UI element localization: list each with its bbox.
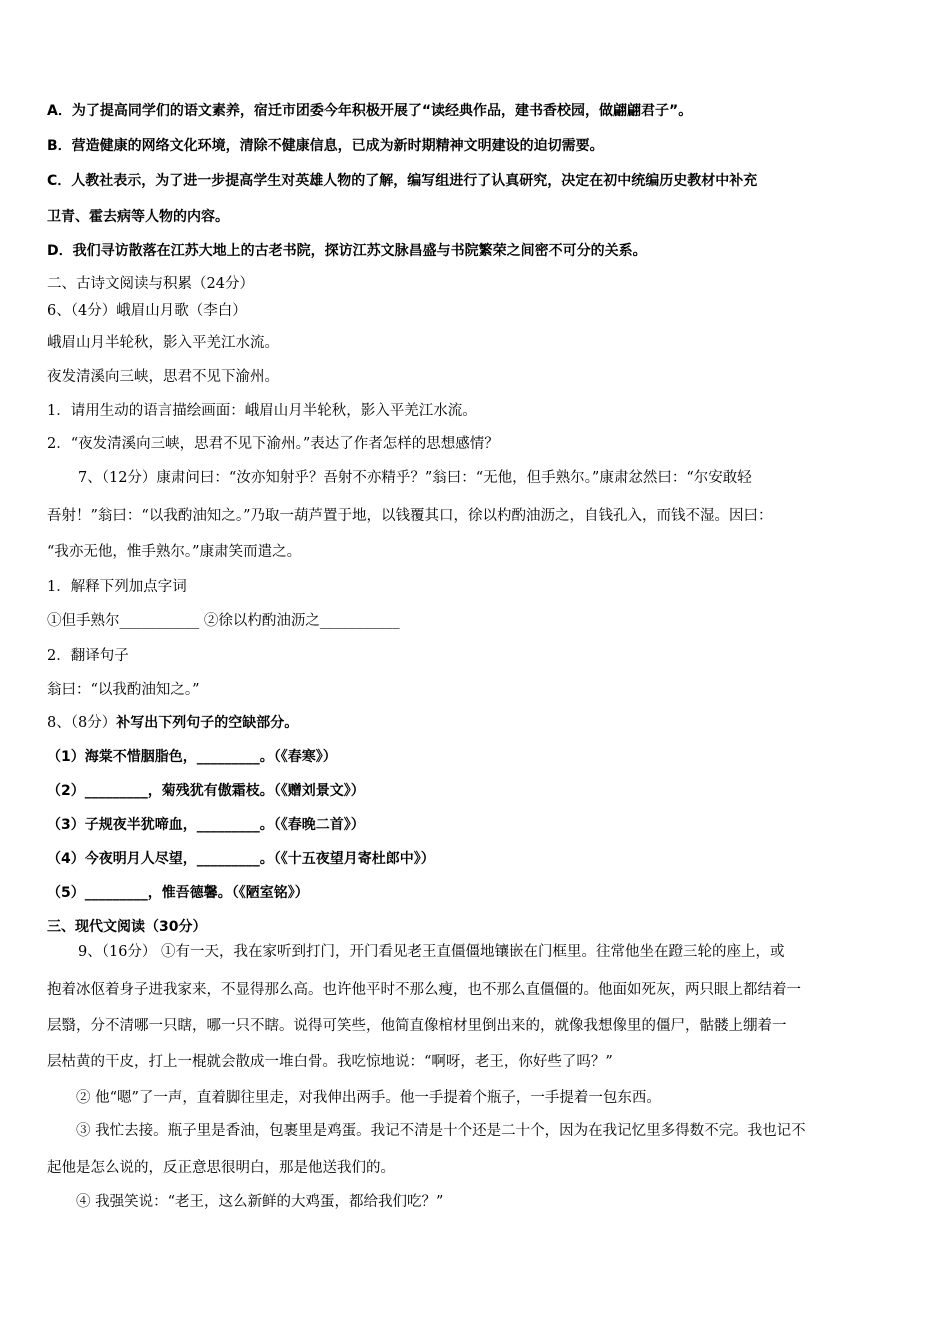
- q7-sub2-sentence: 翁曰：“以我酌油知之。”: [47, 682, 200, 698]
- q6-sub1: 1．请用生动的语言描绘画面：峨眉山月半轮秋，影入平羌江水流。: [47, 403, 477, 419]
- q9-p2: ② 他“嗯”了一声，直着脚往里走，对我伸出两手。他一手提着个瓶子，一手提着一包东西。: [76, 1090, 661, 1106]
- q7-sub2: 2．翻译句子: [47, 648, 129, 664]
- q6-poem-line1: 峨眉山月半轮秋，影入平羌江水流。: [47, 335, 279, 351]
- q8-title-prefix: 8、（8分）: [47, 715, 117, 731]
- q7-line3: “我亦无他，惟手熟尔。”康肃笑而遣之。: [47, 544, 302, 560]
- q5-option-c-line1: C．人教社表示，为了进一步提高学生对英雄人物的了解，编写组进行了认真研究，决定在初中统编历史教材中补充: [47, 173, 758, 189]
- q9-p1-line1: 9、（16分） ①有一天，我在家听到打门，开门看见老王直僵僵地镶嵌在门框里。往常他坐在蹬三轮的座上，或: [78, 944, 785, 960]
- q6-poem-line2: 夜发清溪向三峡，思君不见下渝州。: [47, 369, 279, 385]
- q5-option-b: B．营造健康的网络文化环境，清除不健康信息，已成为新时期精神文明建设的迫切需要。: [47, 138, 604, 154]
- q8-title-text: 补写出下列句子的空缺部分。: [116, 715, 299, 731]
- q8-title: [47, 713, 910, 733]
- q7-sub1-items: ①但手熟尔___________ ②徐以杓酌油沥之___________: [47, 613, 400, 629]
- q7-sub1: 1．解释下列加点字词: [47, 579, 187, 595]
- q8-item-3: （3）子规夜半犹啼血，_________。（《春晚二首》）: [47, 817, 365, 833]
- q5-option-d: D．我们寻访散落在江苏大地上的古老书院，探访江苏文脉昌盛与书院繁荣之间密不可分的关系。: [47, 243, 647, 259]
- section2-heading: 二、古诗文阅读与积累（24分）: [47, 276, 254, 292]
- q8-item-4: （4）今夜明月人尽望，_________。（《十五夜望月寄杜郎中》）: [47, 851, 435, 867]
- q8-item-2: （2）_________，菊残犹有傲霜枝。（《赠刘景文》）: [47, 783, 365, 799]
- q9-p1-line3: 层翳，分不清哪一只瞎，哪一只不瞎。说得可笑些，他简直像棺材里倒出来的，就像我想像里的僵尸，骷髅上绷着一: [47, 1018, 787, 1034]
- section3-heading: 三、现代文阅读（30分）: [47, 919, 207, 935]
- q5-option-c-line2: 卫青、霍去病等人物的内容。: [47, 209, 229, 225]
- q9-p3-line1: ③ 我忙去接。瓶子里是香油，包裹里是鸡蛋。我记不清是十个还是二十个，因为在我记忆里多得数不完。我也记不: [76, 1123, 806, 1139]
- q7-line2: 吾射！”翁曰：“以我酌油知之。”乃取一葫芦置于地，以钱覆其口，徐以杓酌油沥之，自钱孔入，而钱不湿。因曰：: [47, 508, 773, 524]
- q6-title: 6、（4分）峨眉山月歌（李白）: [47, 303, 247, 319]
- q7-line1: 7、（12分）康肃问曰：“汝亦知射乎？吾射不亦精乎？”翁曰：“无他，但手熟尔。”康肃忿然曰：“尔安敢轻: [78, 470, 752, 486]
- q8-item-5: （5）_________，惟吾德馨。（《陋室铭》）: [47, 885, 309, 901]
- q9-p1-line4: 层枯黄的干皮，打上一棍就会散成一堆白骨。我吃惊地说：“啊呀，老王，你好些了吗？”: [47, 1054, 613, 1070]
- q9-p3-line2: 起他是怎么说的，反正意思很明白，那是他送我们的。: [47, 1160, 395, 1176]
- q9-p1-line2: 抱着冰伛着身子进我家来，不显得那么高。也许他平时不那么瘦，也不那么直僵僵的。他面如死灰，两只眼上都结着一: [47, 982, 801, 998]
- q8-item-1: （1）海棠不惜胭脂色，_________。（《春寒》）: [47, 749, 337, 765]
- q5-option-a: A．为了提高同学们的语文素养，宿迁市团委今年积极开展了“读经典作品，建书香校园，做翩翩君子”。: [47, 103, 693, 119]
- q6-sub2: 2．“夜发清溪向三峡，思君不见下渝州。”表达了作者怎样的思想感情？: [47, 436, 499, 452]
- q9-p4: ④ 我强笑说：“老王，这么新鲜的大鸡蛋，都给我们吃？”: [76, 1194, 444, 1210]
